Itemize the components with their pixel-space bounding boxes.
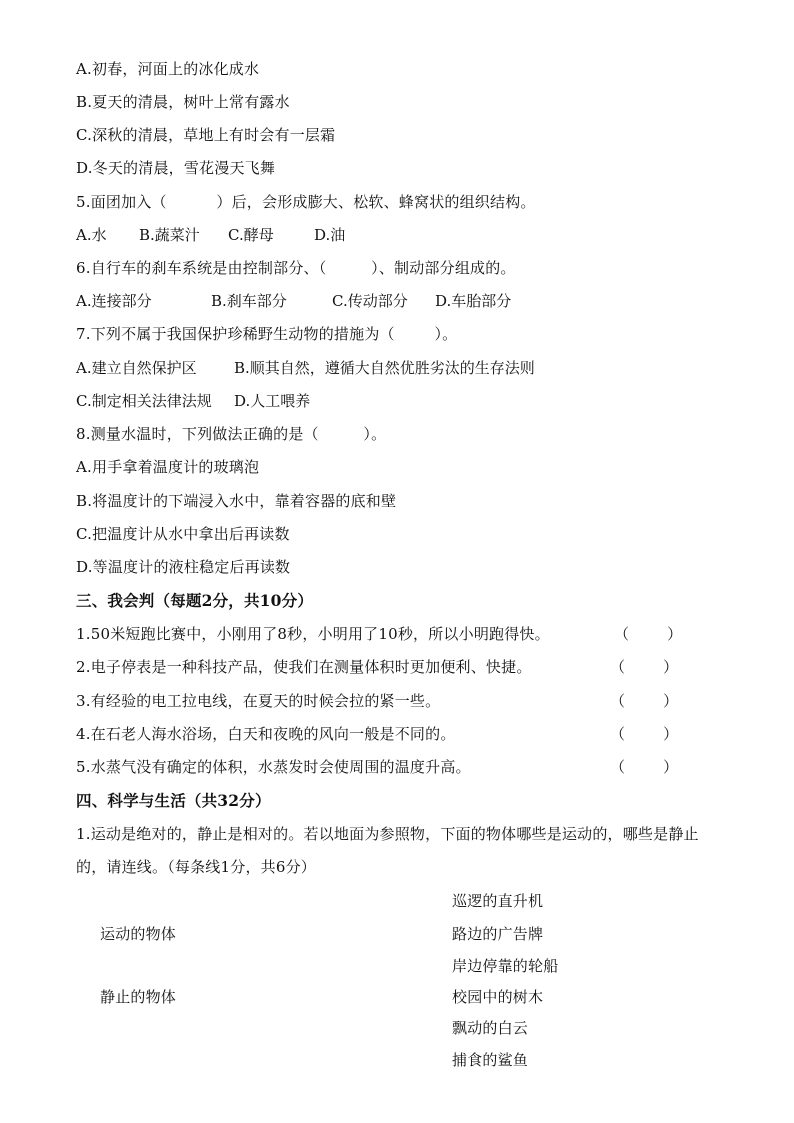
judge-item-4: 4.在石老人海水浴场，白天和夜晚的风向一般是不同的。 [76,725,456,743]
q5-option-a: A.水 [76,226,107,244]
q7-option-a: A.建立自然保护区 [76,359,197,377]
judge-blank-3: （ ） [610,692,679,710]
judge-blank-2: （ ） [610,658,679,676]
judge-item-3: 3.有经验的电工拉电线，在夏天的时候会拉的紧一些。 [76,692,441,710]
q7-option-b: B.顺其自然，遵循大自然优胜劣汰的生存法则 [234,359,535,377]
q8-option-d: D.等温度计的液柱稳定后再读数 [76,558,291,576]
judge-blank-4: （ ） [610,725,679,743]
s4-q1-line2: 的，请连线。（每条线1分，共6分） [76,858,316,876]
s4-q1-line1: 1.运动是绝对的，静止是相对的。若以地面为参照物，下面的物体哪些是运动的，哪些是静止 [76,825,699,843]
judge-item-5: 5.水蒸气没有确定的体积，水蒸发时会使周围的温度升高。 [76,758,471,776]
q6-option-a: A.连接部分 [76,292,152,310]
q6-option-d: D.车胎部分 [435,292,512,310]
q7-option-d: D.人工喂养 [234,392,311,410]
left-moving-objects: 运动的物体 [100,925,177,943]
judge-item-2: 2.电子停表是一种科技产品，使我们在测量体积时更加便利、快捷。 [76,658,532,676]
judge-blank-1: （ ） [614,625,683,643]
section4-title: 四、科学与生活（共32分） [76,791,271,810]
right-item-6: 捕食的鲨鱼 [452,1051,529,1069]
q7-stem: 7.下列不属于我国保护珍稀野生动物的措施为（ ）。 [76,325,458,343]
q5-option-b: B.蔬菜汁 [139,226,200,244]
right-item-4: 校园中的树木 [452,988,544,1006]
q8-option-b: B.将温度计的下端浸入水中，靠着容器的底和壁 [76,492,397,510]
section3-title: 三、我会判（每题2分，共10分） [76,591,314,610]
q6-option-b: B.刹车部分 [211,292,287,310]
q7-option-c: C.制定相关法律法规 [76,392,212,410]
left-static-objects: 静止的物体 [100,988,177,1006]
q4-option-b: B.夏天的清晨，树叶上常有露水 [76,93,290,111]
q8-stem: 8.测量水温时，下列做法正确的是（ ）。 [76,425,387,443]
q4-option-a: A.初春，河面上的冰化成水 [76,60,260,78]
q6-stem: 6.自行车的刹车系统是由控制部分、（ ）、制动部分组成的。 [76,259,516,277]
q8-option-a: A.用手拿着温度计的玻璃泡 [76,458,260,476]
q4-option-d: D.冬天的清晨，雪花漫天飞舞 [76,159,276,177]
right-item-2: 路边的广告牌 [452,925,544,943]
q5-stem: 5.面团加入（ ）后，会形成膨大、松软、蜂窝状的组织结构。 [76,193,536,211]
q6-option-c: C.传动部分 [332,292,408,310]
q5-option-c: C.酵母 [228,226,274,244]
q4-option-c: C.深秋的清晨，草地上有时会有一层霜 [76,126,336,144]
q5-option-d: D.油 [314,226,346,244]
right-item-1: 巡逻的直升机 [452,892,544,910]
judge-blank-5: （ ） [610,758,679,776]
q8-option-c: C.把温度计从水中拿出后再读数 [76,525,290,543]
right-item-5: 飘动的白云 [452,1019,529,1037]
judge-item-1: 1.50米短跑比赛中，小刚用了8秒，小明用了10秒，所以小明跑得快。 [76,625,550,643]
right-item-3: 岸边停靠的轮船 [452,957,559,975]
